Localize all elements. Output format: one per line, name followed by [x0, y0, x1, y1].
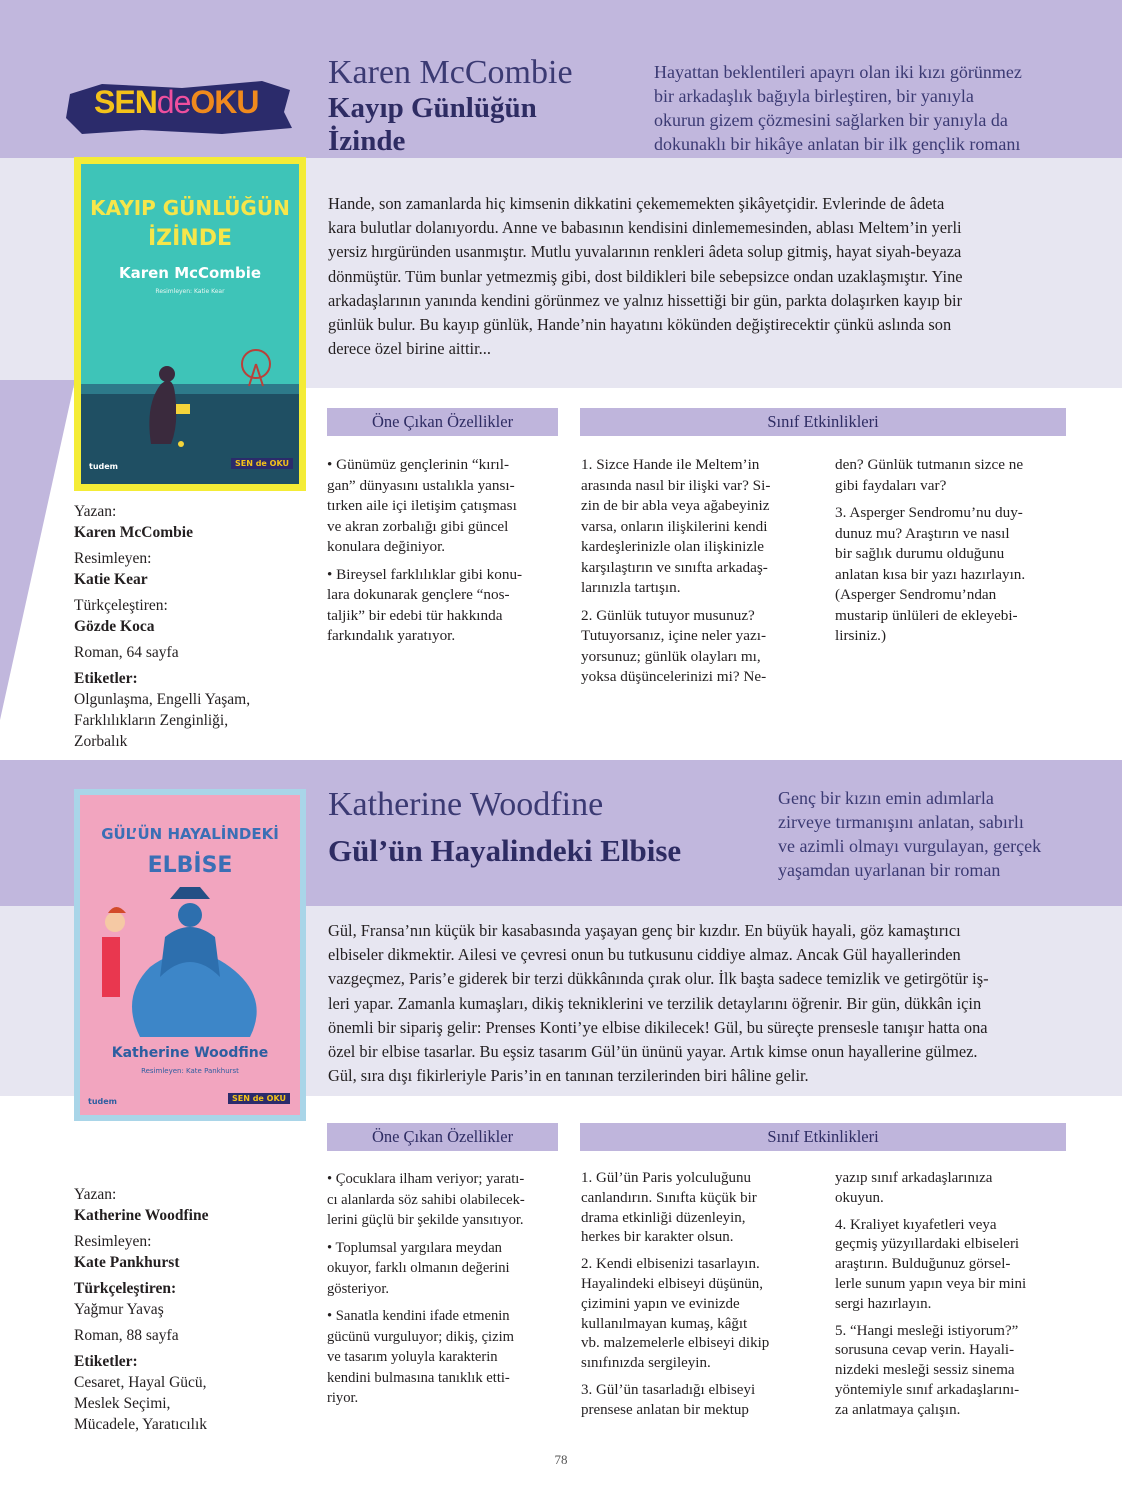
- book2-activities-col2: [835, 1169, 1071, 1428]
- book1-title-line1: Kayıp Günlüğün: [328, 92, 537, 124]
- cover1-author: Karen McCombie: [118, 264, 262, 282]
- feature-item: • Bireysel farklılıklar gibi konu- lara dokunarak gençlere “nos- taljik” bir edebi tür hakkında farkındalık yaratıyor.: [327, 565, 523, 644]
- activity-item: 5. “Hangi mesleği istiyorum?” sorusuna cevap verin. Hayali- nizdeki mesleği sessiz sinema yöntemiyle sınıf arkadaşlarını- za anlatmaya çalışın.: [835, 1322, 1020, 1418]
- book1-features-header: Öne Çıkan Özellikler: [327, 408, 558, 436]
- book2-meta: Yazan: Katherine Woodfine Resimleyen: Kate Pankhurst Türkçeleştiren: Yağmur Yavaş Roman, 88 sayfa Etiketler: Cesaret, Hayal Gücü, Meslek Seçimi, Mücadele, Yaratıcılık: [74, 1184, 314, 1435]
- activity-item: 4. Kraliyet kıyafetleri veya geçmiş yüzyıllardaki elbiseleri araştırın. Bulduğunuz görsel- lerle sunum yapın veya bir mini sergi hazırlayın.: [835, 1216, 1027, 1312]
- feature-item: • Günümüz gençlerinin “kırıl- gan” dünyasını ustalıkla yansı- tırken aile içi iletişim çatışması ve akran zorbalığı gibi güncel konulara değiniyor.: [327, 456, 517, 555]
- cover2-illustrator: Resimleyen: Kate Pankhurst: [141, 1067, 239, 1075]
- cover1-publisher: tudem: [89, 462, 119, 471]
- book2-description: Gül, Fransa’nın küçük bir kasabasında yaşayan genç bir kızdır. En büyük hayali, göz kamaştırıcı elbiseler dikmektir. Ailesi ve çevresi onun bu tutkusunu ciddiye almaz. Ancak Gül hayallerinden vazgeçmez, Paris’e giderek bir terzi dükkânında çırak olur. İlk başta sadece temizlik ve getirgötür iş- leri yapar. Zamanla kumaşları, dikiş tekniklerini ve terzilik detaylarını öğrenir. Bir gün, dükkân için önemli bir sipariş gelir: Prenses Konti’ye elbise dikilecek! Gül, bu süreçte prensesle tanışır hatta ona özel bir elbise tasarlar. Bu eşsiz tasarım Gül’ün ününü yayar. Artık kimse onun hayallerine gülmez. Gül, sıra dışı fikirleriyle Paris’in en tanınan terzilerinden biri hâline gelir.: [328, 921, 989, 1086]
- meta-cevirmen-label: Türkçeleştiren:: [74, 597, 168, 614]
- feature-item: • Sanatla kendini ifade etmenin gücünü vurguluyor; dikiş, çizim ve tasarım yoluyla karakterin kendini bulmasına tanıklık etti- riyor.: [327, 1308, 514, 1406]
- meta-resimleyen-label: Resimleyen:: [74, 550, 152, 567]
- cover2-publisher: tudem: [88, 1097, 118, 1106]
- cover1-series: SEN de OKU: [231, 458, 293, 469]
- meta-format: Roman, 88 sayfa: [74, 1327, 179, 1344]
- book1-activities-col1: [581, 455, 817, 695]
- book2-activities-col1: [581, 1169, 817, 1428]
- activity-item: 3. Asperger Sendromu’nu duy- dunuz mu? Araştırın ve nasıl bir sağlık durumu olduğunu anlatan kısa bir yazı hazırlayın. (Asperger Sendromu’ndan mustarip ünlüleri de ekleyebi- lirsiniz.): [835, 504, 1026, 644]
- sen-de-oku-logo: [62, 78, 294, 136]
- decorative-triangle: [0, 380, 75, 720]
- meta-etiketler-label: Etiketler:: [74, 670, 138, 687]
- book1-activities-col2: [835, 455, 1071, 654]
- activity-item: 2. Kendi elbisenizi tasarlayın. Hayalindeki elbiseyi düşünün, çizimini yapın ve evinizde kullanılmayan kumaş, kâğıt vb. malzemelerle elbiseyi dikip sınıfınızda sergileyin.: [581, 1256, 770, 1372]
- activity-item: yazıp sınıf arkadaşlarınıza okuyun.: [835, 1170, 993, 1206]
- meta-format: Roman, 64 sayfa: [74, 644, 179, 661]
- meta-yazan: Karen McCombie: [74, 524, 193, 541]
- meta-etiketler-label: Etiketler:: [74, 1353, 138, 1370]
- cover2-title1: GÜL’ÜN HAYALİNDEKİ: [101, 825, 279, 843]
- cover2-author: Katherine Woodfine: [111, 1045, 269, 1061]
- meta-resimleyen: Kate Pankhurst: [74, 1254, 180, 1271]
- activity-item: den? Günlük tutmanın sizce ne gibi faydaları var?: [835, 456, 1024, 494]
- book2-tagline: Genç bir kızın emin adımlarla zirveye tırmanışını anlatan, sabırlı ve azimli olmayı vurgulayan, gerçek yaşamdan uyarlanan bir roman: [778, 788, 1042, 880]
- cover2-illustration: [80, 877, 300, 1047]
- logo-sen: SEN: [94, 84, 157, 120]
- meta-cevirmen: Gözde Koca: [74, 618, 155, 635]
- activity-item: 1. Gül’ün Paris yolculuğunu canlandırın. Sınıfta küçük bir drama etkinliği düzenleyin, herkes bir karakter olsun.: [581, 1170, 757, 1246]
- feature-item: • Çocuklara ilham veriyor; yaratı- cı alanlarda söz sahibi olabilecek- lerini güçlü bir şekilde yansıtıyor.: [327, 1171, 525, 1228]
- activity-item: 3. Gül’ün tasarladığı elbiseyi prensese anlatan bir mektup: [581, 1381, 756, 1418]
- meta-cevirmen-label: Türkçeleştiren:: [74, 1280, 177, 1297]
- logo-de: de: [156, 84, 191, 120]
- meta-resimleyen: Katie Kear: [74, 571, 148, 588]
- book1-tagline: Hayattan beklentileri apayrı olan iki kızı görünmez bir arkadaşlık bağıyla birleştiren, bir yanıyla okurun gizem çözmesini sağlarken bir yanıyla da dokunaklı bir hikâye anlatan bir ilk gençlik romanı: [654, 62, 1022, 154]
- book1-features: [327, 455, 563, 654]
- page-number: 78: [554, 1452, 568, 1467]
- meta-yazan-label: Yazan:: [74, 503, 117, 520]
- activity-item: 2. Günlük tutuyor musunuz? Tutuyorsanız, içine neler yazı- yorsunuz; günlük olayları mı, yoksa düşüncelerinizi mi? Ne-: [581, 606, 767, 685]
- logo-oku: OKU: [190, 84, 259, 120]
- cover2-series: SEN de OKU: [228, 1093, 290, 1104]
- book2-cover: [74, 789, 306, 1121]
- meta-resimleyen-label: Resimleyen:: [74, 1233, 152, 1250]
- book1-author: Karen McCombie: [328, 54, 573, 91]
- meta-yazan: Katherine Woodfine: [74, 1207, 209, 1224]
- book2-features: [327, 1169, 563, 1416]
- cover1-title1: KAYIP GÜNLÜĞÜN: [90, 196, 290, 220]
- cover1-title2: İZİNDE: [147, 226, 233, 251]
- book2-title: Gül’ün Hayalindeki Elbise: [328, 833, 682, 868]
- activity-item: 1. Sizce Hande ile Meltem’in arasında nasıl bir ilişki var? Si- zin de bir abla veya ağabeyiniz varsa, onların ilişkilerini kendi kardeşlerinizle olan ilişkinizle karşılaştırın ve sınıfta arkadaş- larınızla tartışın.: [581, 456, 771, 596]
- book1-activities-header: Sınıf Etkinlikleri: [580, 408, 1066, 436]
- cover1-illustrator: Resimleyen: Katie Kear: [155, 288, 225, 295]
- book2-author: Katherine Woodfine: [328, 786, 604, 823]
- book1-meta: Yazan: Karen McCombie Resimleyen: Katie Kear Türkçeleştiren: Gözde Koca Roman, 64 sayfa Etiketler: Olgunlaşma, Engelli Yaşam, Farklılıkların Zenginliği, Zorbalık: [74, 501, 314, 752]
- cover2-title2: ELBİSE: [147, 853, 233, 878]
- feature-item: • Toplumsal yargılara meydan okuyor, farklı olmanın değerini gösteriyor.: [327, 1239, 510, 1297]
- book2-features-header: Öne Çıkan Özellikler: [327, 1123, 558, 1151]
- book1-description: Hande, son zamanlarda hiç kimsenin dikkatini çekememekten şikâyetçidir. Evlerinde de âdeta kara bulutlar dolanıyordu. Anne ve babasının kendisini dinlememesinden, ablası Meltem’in yerli yersiz hırgüründen usanmıştır. Mutlu yuvalarının renkleri âdeta solup gitmiş, hayat siyah-beyaza dönmüştür. Tüm bunlar yetmezmiş gibi, dost bildikleri bile sebepsizce ondan uzaklaşmıştır. Yine arkadaşlarının yanında kendini görünmez ve yalnız hissettiği bir gün, parkta dolaşırken kayıp bir günlük bulur. Bu kayıp günlük, Hande’nin hayatını kökünden değiştirecektir çünkü aslında son derece özel birine aittir...: [328, 194, 963, 359]
- meta-cevirmen: Yağmur Yavaş: [74, 1301, 164, 1318]
- book1-title-line2: İzinde: [328, 125, 406, 157]
- book2-activities-header: Sınıf Etkinlikleri: [580, 1123, 1066, 1151]
- book1-cover: [74, 157, 306, 491]
- meta-yazan-label: Yazan:: [74, 1186, 117, 1203]
